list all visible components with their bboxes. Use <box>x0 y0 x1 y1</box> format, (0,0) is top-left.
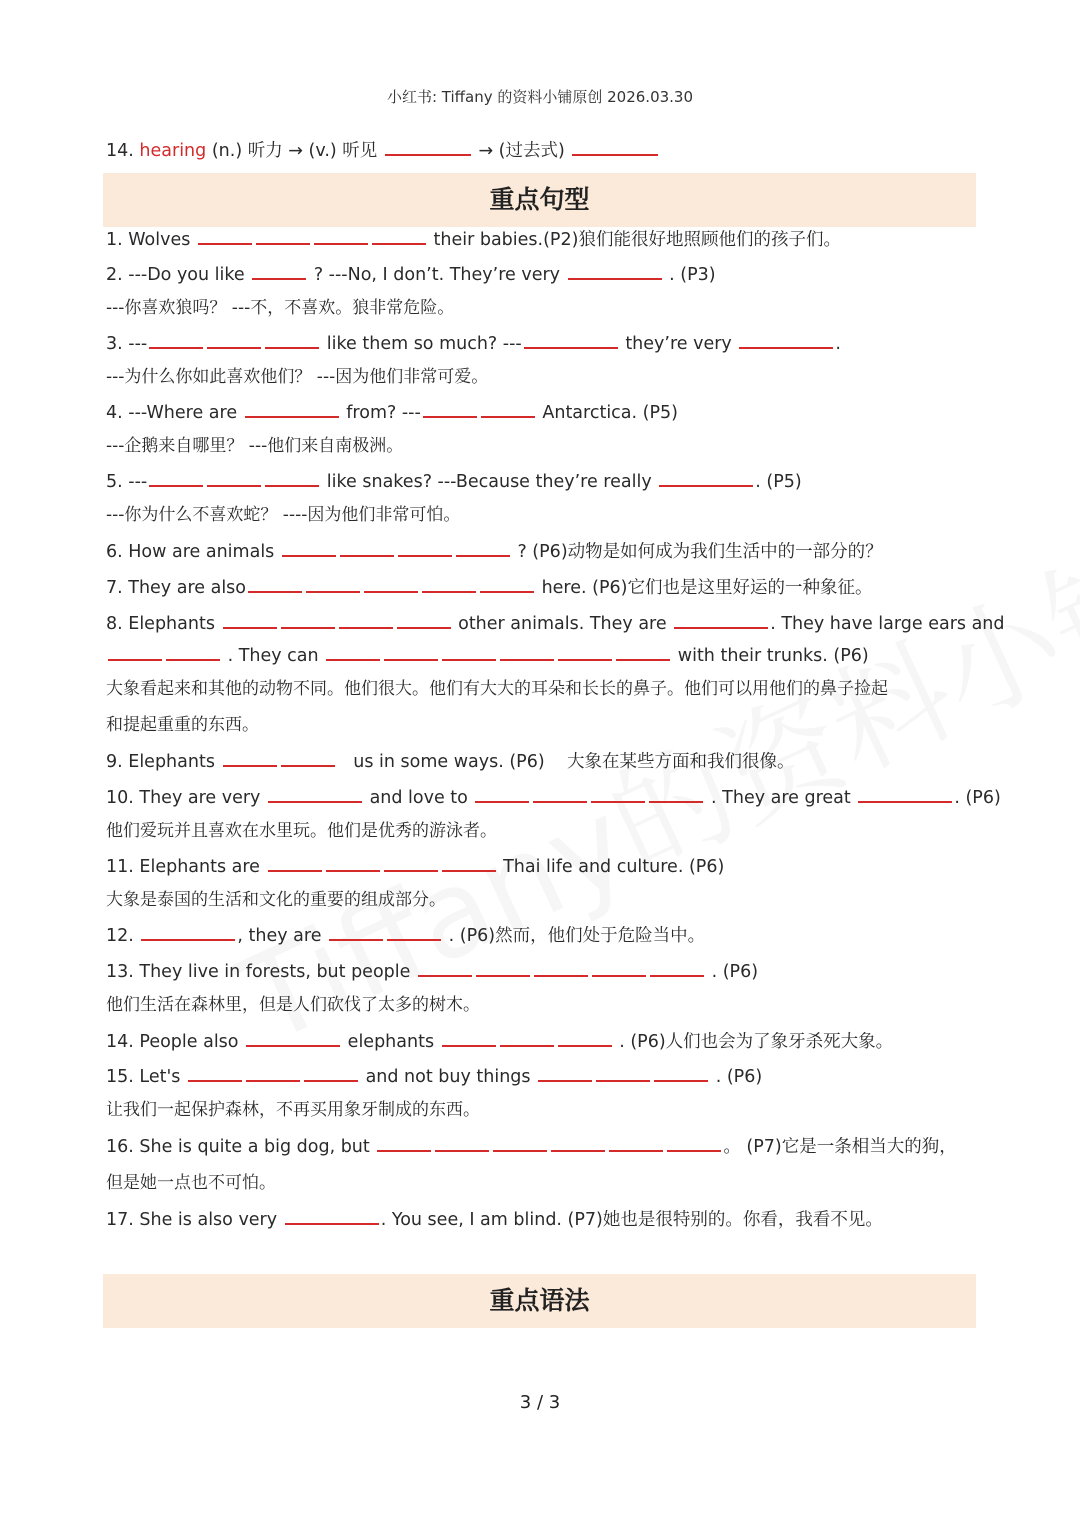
answer-blank[interactable] <box>207 471 261 487</box>
answer-blank[interactable] <box>384 856 438 872</box>
answer-blank[interactable] <box>398 541 452 557</box>
sentence-17: 17. She is also very . You see, I am blind. (P7)她也是很特别的。你看，我看不见。 <box>106 1210 883 1230</box>
answer-blank[interactable] <box>609 1136 663 1152</box>
answer-blank[interactable] <box>442 856 496 872</box>
sentence-3-translation: ---为什么你如此喜欢他们？ ---因为他们非常可爱。 <box>106 367 489 387</box>
answer-blank[interactable] <box>435 1136 489 1152</box>
sentence-16-translation: 但是她一点也不可怕。 <box>106 1173 276 1193</box>
answer-blank[interactable] <box>418 961 472 977</box>
answer-blank[interactable] <box>377 1136 431 1152</box>
answer-blank[interactable] <box>268 856 322 872</box>
answer-blank[interactable] <box>387 925 441 941</box>
sentence-6: 6. How are animals ? (P6)动物是如何成为我们生活中的一部分的？ <box>106 542 883 562</box>
answer-blank[interactable] <box>654 1066 708 1082</box>
answer-blank[interactable] <box>422 577 476 593</box>
answer-blank[interactable] <box>591 787 645 803</box>
answer-blank[interactable] <box>246 1066 300 1082</box>
section-title: 重点语法 <box>489 1286 590 1315</box>
answer-blank[interactable] <box>616 645 670 661</box>
sentence-10: 10. They are very and love to . They are great . (P6) <box>106 788 1001 808</box>
sentence-7: 7. They are also here. (P6)它们也是这里好运的一种象征。 <box>106 578 873 598</box>
sentence-13: 13. They live in forests, but people . (P6) <box>106 962 759 982</box>
sentence-16: 16. She is quite a big dog, but 。 (P7)它是一条相当大的狗， <box>106 1137 957 1157</box>
answer-blank[interactable] <box>568 264 662 280</box>
answer-blank[interactable] <box>198 229 252 245</box>
answer-blank[interactable] <box>166 645 220 661</box>
sentence-4: 4. ---Where are from? --- Antarctica. (P5) <box>106 403 678 423</box>
answer-blank[interactable] <box>533 787 587 803</box>
sentence-2-translation: ---你喜欢狼吗？ ---不，不喜欢。狼非常危险。 <box>106 298 455 318</box>
answer-blank[interactable] <box>265 471 319 487</box>
answer-blank[interactable] <box>385 140 471 156</box>
page-number: 3 / 3 <box>519 1392 561 1413</box>
sentence-10-translation: 他们爱玩并且喜欢在水里玩。他们是优秀的游泳者。 <box>106 821 497 841</box>
answer-blank[interactable] <box>285 1209 379 1225</box>
sentence-8-cont: . They can with their trunks. (P6) <box>106 644 869 668</box>
sentence-4-translation: ---企鹅来自哪里？ ---他们来自南极洲。 <box>106 436 404 456</box>
sentence-11: 11. Elephants are Thai life and culture. (P6) <box>106 857 725 877</box>
answer-blank[interactable] <box>858 787 952 803</box>
answer-blank[interactable] <box>596 1066 650 1082</box>
answer-blank[interactable] <box>442 1031 496 1047</box>
answer-blank[interactable] <box>326 856 380 872</box>
answer-blank[interactable] <box>650 961 704 977</box>
answer-blank[interactable] <box>306 577 360 593</box>
answer-blank[interactable] <box>265 333 319 349</box>
answer-blank[interactable] <box>304 1066 358 1082</box>
section-key-grammar <box>103 1274 976 1328</box>
sentence-2: 2. ---Do you like ? ---No, I don’t. They’re very . (P3) <box>106 265 716 285</box>
answer-blank[interactable] <box>188 1066 242 1082</box>
answer-blank[interactable] <box>538 1066 592 1082</box>
sentence-8-translation-cont: 和提起重重的东西。 <box>106 715 259 735</box>
sentence-8: 8. Elephants other animals. They are . They have large ears and <box>106 614 1005 634</box>
answer-blank[interactable] <box>281 751 335 767</box>
answer-blank[interactable] <box>149 471 203 487</box>
answer-blank[interactable] <box>572 140 658 156</box>
answer-blank[interactable] <box>223 613 277 629</box>
sentence-14: 14. People also elephants . (P6)人们也会为了象牙杀死大象。 <box>106 1032 894 1052</box>
answer-blank[interactable] <box>207 333 261 349</box>
answer-blank[interactable] <box>248 577 302 593</box>
section-title: 重点句型 <box>489 185 590 214</box>
answer-blank[interactable] <box>481 402 535 418</box>
sentence-11-translation: 大象是泰国的生活和文化的重要的组成部分。 <box>106 890 446 910</box>
vocab-word: hearing <box>139 141 207 161</box>
answer-blank[interactable] <box>659 471 753 487</box>
sentence-3: 3. --- like them so much? --- they’re very . <box>106 334 841 354</box>
answer-blank[interactable] <box>326 645 380 661</box>
answer-blank[interactable] <box>339 613 393 629</box>
answer-blank[interactable] <box>493 1136 547 1152</box>
sentence-15-translation: 让我们一起保护森林，不再买用象牙制成的东西。 <box>106 1100 480 1120</box>
answer-blank[interactable] <box>108 645 162 661</box>
sentence-13-translation: 他们生活在森林里，但是人们砍伐了太多的树木。 <box>106 995 480 1015</box>
answer-blank[interactable] <box>476 961 530 977</box>
answer-blank[interactable] <box>364 577 418 593</box>
answer-blank[interactable] <box>141 925 235 941</box>
sentence-5: 5. --- like snakes? ---Because they’re really . (P5) <box>106 472 802 492</box>
answer-blank[interactable] <box>739 333 833 349</box>
sentence-15: 15. Let's and not buy things . (P6) <box>106 1067 763 1087</box>
answer-blank[interactable] <box>372 229 426 245</box>
answer-blank[interactable] <box>314 229 368 245</box>
answer-blank[interactable] <box>442 645 496 661</box>
answer-blank[interactable] <box>397 613 451 629</box>
sentence-9: 9. Elephants us in some ways. (P6) 大象在某些方面和我们很像。 <box>106 752 795 772</box>
vocab-item-14: 14. hearing (n.) 听力 → (v.) 听见 → (过去式) <box>106 139 660 163</box>
answer-blank[interactable] <box>649 787 703 803</box>
answer-blank[interactable] <box>252 264 306 280</box>
answer-blank[interactable] <box>423 402 477 418</box>
answer-blank[interactable] <box>256 229 310 245</box>
answer-blank[interactable] <box>592 961 646 977</box>
answer-blank[interactable] <box>500 645 554 661</box>
answer-blank[interactable] <box>500 1031 554 1047</box>
sentence-1: 1. Wolves their babies.(P2)狼们能很好地照顾他们的孩子们。 <box>106 230 841 250</box>
page-header: 小红书: Tiffany 的资料小铺原创 2026.03.30 <box>386 88 694 106</box>
answer-blank[interactable] <box>534 961 588 977</box>
answer-blank[interactable] <box>149 333 203 349</box>
answer-blank[interactable] <box>384 645 438 661</box>
answer-blank[interactable] <box>480 577 534 593</box>
answer-blank[interactable] <box>340 541 394 557</box>
answer-blank[interactable] <box>524 333 618 349</box>
answer-blank[interactable] <box>223 751 277 767</box>
sentence-12: 12. , they are . (P6)然而，他们处于危险当中。 <box>106 926 706 946</box>
answer-blank[interactable] <box>282 541 336 557</box>
answer-blank[interactable] <box>329 925 383 941</box>
sentence-8-translation: 大象看起来和其他的动物不同。他们很大。他们有大大的耳朵和长长的鼻子。他们可以用他们的鼻子捡起 <box>106 679 888 699</box>
sentence-5-translation: ---你为什么不喜欢蛇？ ----因为他们非常可怕。 <box>106 505 461 525</box>
answer-blank[interactable] <box>475 787 529 803</box>
answer-blank[interactable] <box>667 1136 721 1152</box>
answer-blank[interactable] <box>674 613 768 629</box>
answer-blank[interactable] <box>246 1031 340 1047</box>
answer-blank[interactable] <box>268 787 362 803</box>
answer-blank[interactable] <box>281 613 335 629</box>
answer-blank[interactable] <box>551 1136 605 1152</box>
answer-blank[interactable] <box>456 541 510 557</box>
answer-blank[interactable] <box>558 1031 612 1047</box>
answer-blank[interactable] <box>558 645 612 661</box>
section-key-sentences <box>103 173 976 227</box>
answer-blank[interactable] <box>245 402 339 418</box>
